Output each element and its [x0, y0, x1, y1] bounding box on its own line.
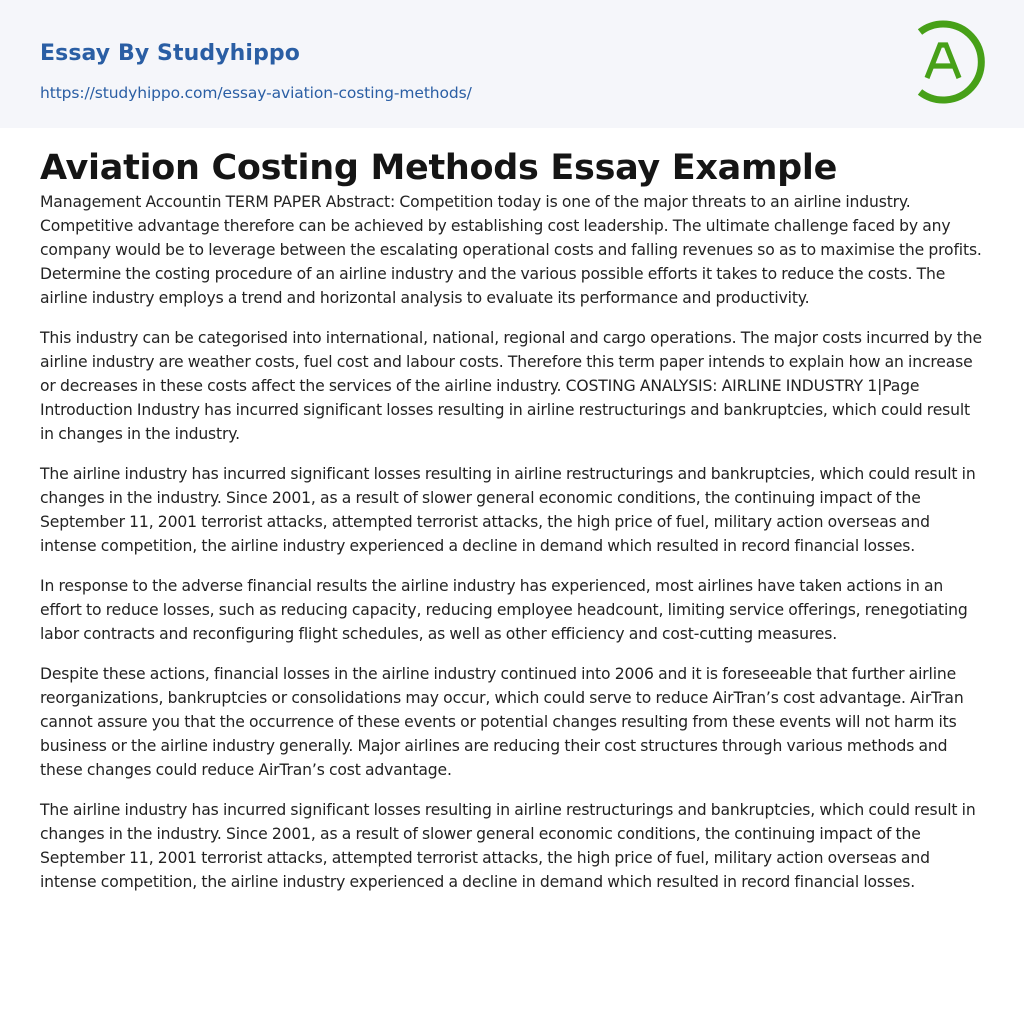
article — [0, 146, 1024, 894]
article-paragraph: This industry can be categorised into international, national, regional and cargo operations. The major costs incurred by the airline industry are weather costs, fuel cost and labour costs. Therefore this term paper intends to explain how an increase or decreases in these costs affect the services of the airline industry. COSTING ANALYSIS: AIRLINE INDUSTRY 1|Page Introduction Industry has incurred significant losses resulting in airline restructurings and bankruptcies, which could result in changes in the industry. — [40, 329, 982, 443]
page-title: Aviation Costing Methods Essay Example — [40, 148, 838, 188]
article-paragraph: In response to the adverse financial results the airline industry has experienced, most airlines have taken actions in an effort to reduce losses, such as reducing capacity, reducing employee headcount, limiting service offerings, renegotiating labor contracts and reconfiguring flight schedules, as well as other efficiency and cost-cutting measures. — [40, 577, 968, 643]
source-url-link[interactable]: https://studyhippo.com/essay-aviation-costing-methods/ — [40, 84, 472, 102]
studyhippo-logo-icon[interactable] — [908, 18, 988, 106]
article-paragraph: The airline industry has incurred significant losses resulting in airline restructurings and bankruptcies, which could result in changes in the industry. Since 2001, as a result of slower general economic conditions, the continuing impact of the September 11, 2001 terrorist attacks, attempted terrorist attacks, the high price of fuel, military action overseas and intense competition, the airline industry experienced a decline in demand which resulted in record financial losses. — [40, 465, 976, 555]
article-paragraph: Management Accountin TERM PAPER Abstract: Competition today is one of the major threats to an airline industry. Competitive advantage therefore can be achieved by establishing cost leadership. The ultimate challenge faced by any company would be to leverage between the escalating operational costs and falling revenues so as to maximise the profits. Determine the costing procedure of an airline industry and the various possible efforts it takes to reduce the costs. The airline industry employs a trend and horizontal analysis to evaluate its performance and productivity. — [40, 193, 982, 307]
brand-link[interactable]: Essay By Studyhippo — [40, 41, 300, 66]
article-paragraph: The airline industry has incurred significant losses resulting in airline restructurings and bankruptcies, which could result in changes in the industry. Since 2001, as a result of slower general economic conditions, the continuing impact of the September 11, 2001 terrorist attacks, attempted terrorist attacks, the high price of fuel, military action overseas and intense competition, the airline industry experienced a decline in demand which resulted in record financial losses. — [40, 801, 976, 891]
logo-ring-icon — [908, 18, 988, 106]
site-header — [0, 0, 1024, 128]
article-paragraph: Despite these actions, financial losses in the airline industry continued into 2006 and it is foreseeable that further airline reorganizations, bankruptcies or consolidations may occur, which could serve to reduce AirTran’s cost advantage. AirTran cannot assure you that the occurrence of these events or potential changes resulting from these events will not harm its business or the airline industry generally. Major airlines are reducing their cost structures through various methods and these changes could reduce AirTran’s cost advantage. — [40, 665, 964, 779]
